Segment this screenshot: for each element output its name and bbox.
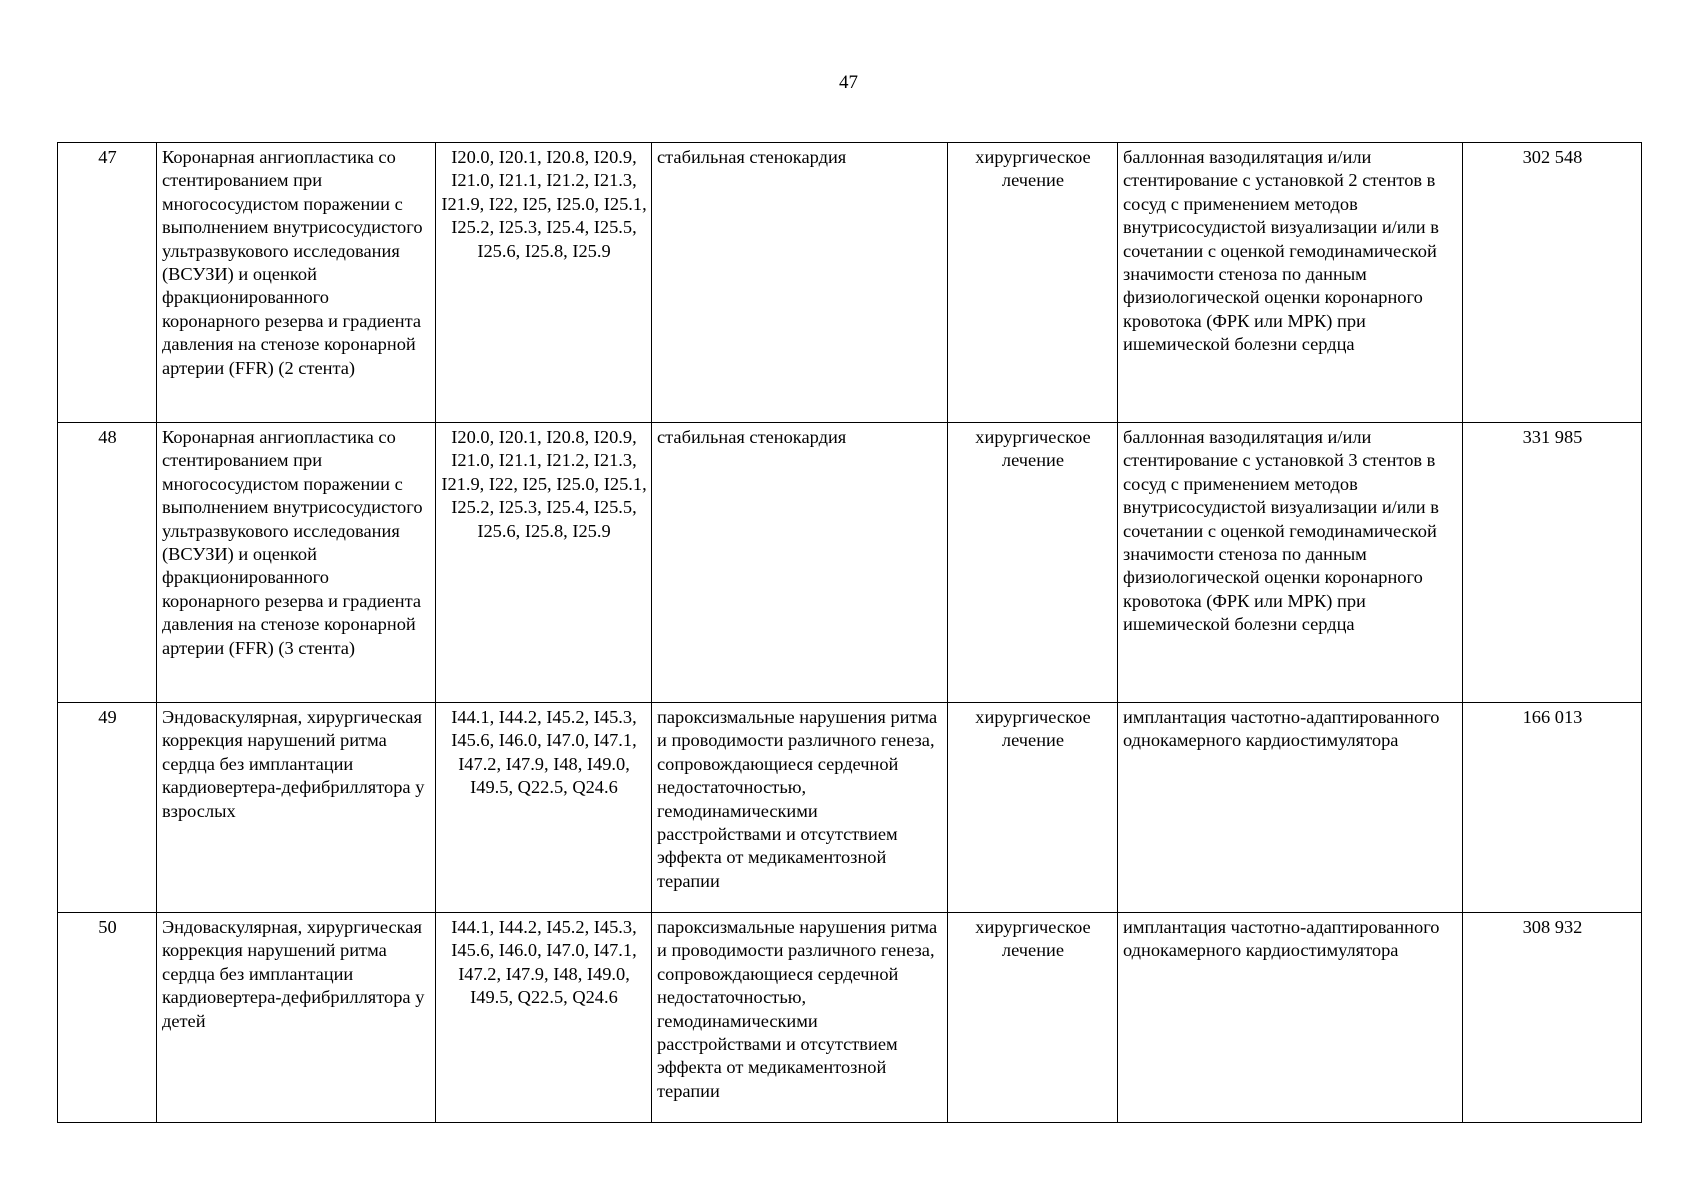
icd-codes: I20.0, I20.1, I20.8, I20.9, I21.0, I21.1, I21.2, I21.3, I21.9, I22, I25, I25.0, I25.1, I25.2, I25.3, I25.4, I25.5, I25.6, I25.8, I25.9 <box>436 423 652 703</box>
treatment-type: хирургическое лечение <box>948 143 1118 423</box>
price: 302 548 <box>1463 143 1642 423</box>
price: 331 985 <box>1463 423 1642 703</box>
diagnosis: стабильная стенокардия <box>652 423 948 703</box>
price: 166 013 <box>1463 703 1642 913</box>
row-number: 49 <box>58 703 157 913</box>
table-row <box>58 913 1642 1123</box>
procedure-name: Коронарная ангиопластика со стентированием при многососудистом поражении с выполнением внутрисосудистого ультразвукового исследования (ВСУЗИ) и оценкой фракционированного коронарного резерва и градиента давления на стенозе коронарной артерии (FFR) (3 стента) <box>157 423 436 703</box>
treatment-type: хирургическое лечение <box>948 913 1118 1123</box>
table-row <box>58 423 1642 703</box>
price: 308 932 <box>1463 913 1642 1123</box>
treatment-method: имплантация частотно-адаптированного однокамерного кардиостимулятора <box>1118 913 1463 1123</box>
row-number: 47 <box>58 143 157 423</box>
treatment-method: баллонная вазодилятация и/или стентирование с установкой 2 стентов в сосуд с применением методов внутрисосудистой визуализации и/или в сочетании с оценкой гемодинамической значимости стеноза по данным физиологической оценки коронарного кровотока (ФРК или МРК) при ишемической болезни сердца <box>1118 143 1463 423</box>
page-number: 47 <box>839 72 858 93</box>
row-number: 50 <box>58 913 157 1123</box>
diagnosis: стабильная стенокардия <box>652 143 948 423</box>
procedure-name: Эндоваскулярная, хирургическая коррекция нарушений ритма сердца без имплантации кардиовертера-дефибриллятора у детей <box>157 913 436 1123</box>
diagnosis: пароксизмальные нарушения ритма и проводимости различного генеза, сопровождающиеся сердечной недостаточностью, гемодинамическими расстройствами и отсутствием эффекта от медикаментозной терапии <box>652 703 948 913</box>
table-row <box>58 143 1642 423</box>
row-number: 48 <box>58 423 157 703</box>
treatment-method: имплантация частотно-адаптированного однокамерного кардиостимулятора <box>1118 703 1463 913</box>
procedure-name: Эндоваскулярная, хирургическая коррекция нарушений ритма сердца без имплантации кардиовертера-дефибриллятора у взрослых <box>157 703 436 913</box>
treatment-method: баллонная вазодилятация и/или стентирование с установкой 3 стентов в сосуд с применением методов внутрисосудистой визуализации и/или в сочетании с оценкой гемодинамической значимости стеноза по данным физиологической оценки коронарного кровотока (ФРК или МРК) при ишемической болезни сердца <box>1118 423 1463 703</box>
table-row <box>58 703 1642 913</box>
procedure-name: Коронарная ангиопластика со стентированием при многососудистом поражении с выполнением внутрисосудистого ультразвукового исследования (ВСУЗИ) и оценкой фракционированного коронарного резерва и градиента давления на стенозе коронарной артерии (FFR) (2 стента) <box>157 143 436 423</box>
icd-codes: I20.0, I20.1, I20.8, I20.9, I21.0, I21.1, I21.2, I21.3, I21.9, I22, I25, I25.0, I25.1, I25.2, I25.3, I25.4, I25.5, I25.6, I25.8, I25.9 <box>436 143 652 423</box>
icd-codes: I44.1, I44.2, I45.2, I45.3, I45.6, I46.0, I47.0, I47.1, I47.2, I47.9, I48, I49.0, I49.5, Q22.5, Q24.6 <box>436 703 652 913</box>
treatment-type: хирургическое лечение <box>948 423 1118 703</box>
procedures-table <box>57 142 1642 1123</box>
icd-codes: I44.1, I44.2, I45.2, I45.3, I45.6, I46.0, I47.0, I47.1, I47.2, I47.9, I48, I49.0, I49.5, Q22.5, Q24.6 <box>436 913 652 1123</box>
diagnosis: пароксизмальные нарушения ритма и проводимости различного генеза, сопровождающиеся сердечной недостаточностью, гемодинамическими расстройствами и отсутствием эффекта от медикаментозной терапии <box>652 913 948 1123</box>
treatment-type: хирургическое лечение <box>948 703 1118 913</box>
